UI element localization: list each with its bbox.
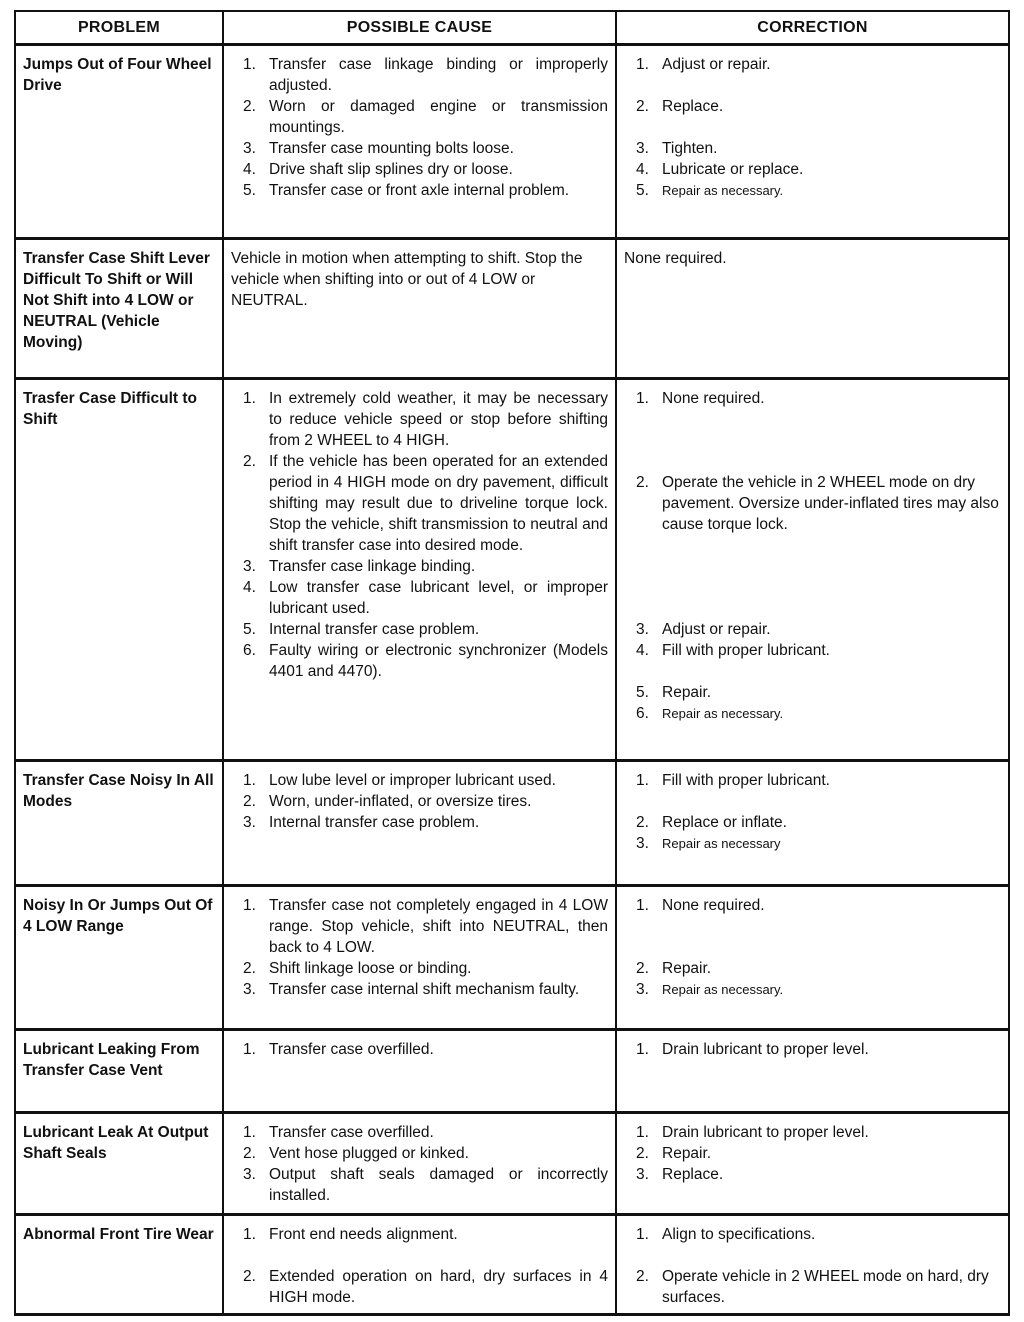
correction-item: 1. Drain lubricant to proper level.	[636, 1124, 869, 1141]
correction-cell	[616, 761, 1009, 886]
cause-cell	[223, 1215, 616, 1315]
problem-cell: Abnormal Front Tire Wear	[15, 1215, 223, 1315]
correction-list	[624, 54, 1001, 201]
table-row	[15, 886, 1009, 1030]
cause-item: 3. Transfer case linkage binding.	[243, 558, 476, 575]
cause-item: 2. Shift linkage loose or binding.	[243, 960, 472, 977]
correction-item: 1. Align to specifications.	[636, 1226, 816, 1243]
correction-item: 1. Drain lubricant to proper level.	[636, 1041, 869, 1058]
correction-item: 3. Adjust or repair.	[636, 621, 771, 638]
cause-item: 3. Transfer case internal shift mechanism faulty.	[243, 981, 580, 998]
cause-cell	[223, 761, 616, 886]
correction-list	[624, 770, 1001, 854]
cause-cell	[223, 379, 616, 761]
problem-cell: Transfer Case Shift Lever Difficult To Shift or Will Not Shift into 4 LOW or NEUTRAL (Vehicle Moving)	[15, 239, 223, 379]
cause-text: Vehicle in motion when attempting to shift. Stop the vehicle when shifting into or out of 4 LOW or NEUTRAL.	[231, 250, 583, 309]
table-row	[15, 761, 1009, 886]
cause-item: 2. Worn, under-inflated, or oversize tires.	[243, 793, 532, 810]
correction-item: 3. Replace.	[636, 1166, 724, 1183]
cause-item: 1. Transfer case overfilled.	[243, 1041, 434, 1058]
table-header	[15, 11, 1009, 45]
cause-list	[231, 1224, 608, 1308]
correction-item: 1. Adjust or repair.	[636, 56, 771, 73]
cause-list	[231, 1122, 608, 1206]
header-row	[15, 11, 1009, 45]
correction-item: 2. Operate the vehicle in 2 WHEEL mode on dry pavement. Oversize under-inflated tires may also cause torque lock.	[636, 474, 999, 533]
correction-item: 2. Operate vehicle in 2 WHEEL mode on hard, dry surfaces.	[636, 1268, 989, 1306]
correction-item: 6. Repair as necessary.	[636, 705, 784, 722]
cause-list	[231, 770, 608, 833]
correction-item: 2. Replace.	[636, 98, 724, 115]
cause-cell	[223, 1113, 616, 1215]
problem-cell: Lubricant Leak At Output Shaft Seals	[15, 1113, 223, 1215]
cause-item: 3. Output shaft seals damaged or incorrectly installed.	[243, 1166, 608, 1204]
cause-item: 4. Low transfer case lubricant level, or improper lubricant used.	[243, 579, 608, 617]
correction-cell	[616, 1030, 1009, 1113]
table-row	[15, 239, 1009, 379]
table-row	[15, 1030, 1009, 1113]
cause-list	[231, 1039, 608, 1060]
cause-item: 4. Drive shaft slip splines dry or loose.	[243, 161, 513, 178]
correction-item: 4. Lubricate or replace.	[636, 161, 804, 178]
problem-cell: Noisy In Or Jumps Out Of 4 LOW Range	[15, 886, 223, 1030]
correction-item: 1. None required.	[636, 897, 765, 914]
cause-item: 2. If the vehicle has been operated for an extended period in 4 HIGH mode on dry pavement, difficult shifting may result due to driveline torque lock. Stop the vehicle, shift transmission to neutral and shift transfer case into desired mode.	[243, 453, 608, 554]
correction-item: 5. Repair.	[636, 684, 712, 701]
correction-list	[624, 1039, 1001, 1060]
cause-item: 2. Worn or damaged engine or transmission mountings.	[243, 98, 608, 136]
cause-cell	[223, 1030, 616, 1113]
cause-item: 3. Transfer case mounting bolts loose.	[243, 140, 514, 157]
header-problem: PROBLEM	[15, 11, 223, 45]
correction-item: 3. Repair as necessary.	[636, 981, 784, 998]
cause-list	[231, 54, 608, 201]
table-row	[15, 1215, 1009, 1315]
correction-cell	[616, 379, 1009, 761]
cause-item: 1. Transfer case overfilled.	[243, 1124, 434, 1141]
cause-item: 5. Internal transfer case problem.	[243, 621, 480, 638]
correction-item: 3. Repair as necessary	[636, 835, 781, 852]
correction-list	[624, 895, 1001, 1000]
cause-cell	[223, 239, 616, 379]
cause-list	[231, 895, 608, 1000]
problem-cell: Trasfer Case Difficult to Shift	[15, 379, 223, 761]
correction-cell	[616, 45, 1009, 239]
correction-item: 2. Repair.	[636, 960, 712, 977]
table-body	[15, 45, 1009, 1315]
correction-cell	[616, 886, 1009, 1030]
troubleshooting-table	[14, 10, 1010, 1316]
correction-item: 5. Repair as necessary.	[636, 182, 784, 199]
cause-item: 3. Internal transfer case problem.	[243, 814, 480, 831]
problem-cell: Transfer Case Noisy In All Modes	[15, 761, 223, 886]
cause-item: 1. Transfer case linkage binding or improperly adjusted.	[243, 56, 608, 94]
cause-item: 2. Vent hose plugged or kinked.	[243, 1145, 469, 1162]
cause-item: 1. In extremely cold weather, it may be necessary to reduce vehicle speed or stop before shifting from 2 WHEEL to 4 HIGH.	[243, 390, 608, 449]
correction-item: 1. None required.	[636, 390, 765, 407]
table-row	[15, 1113, 1009, 1215]
troubleshooting-page	[14, 10, 1008, 1316]
cause-item: 5. Transfer case or front axle internal problem.	[243, 182, 570, 199]
table-row	[15, 379, 1009, 761]
cause-item: 1. Low lube level or improper lubricant used.	[243, 772, 556, 789]
correction-text: None required.	[624, 250, 727, 267]
header-correction: CORRECTION	[616, 11, 1009, 45]
correction-list	[624, 388, 1001, 724]
correction-cell	[616, 239, 1009, 379]
correction-item: 4. Fill with proper lubricant.	[636, 642, 830, 659]
correction-list	[624, 1224, 1001, 1308]
correction-list	[624, 1122, 1001, 1185]
cause-item: 6. Faulty wiring or electronic synchronizer (Models 4401 and 4470).	[243, 642, 608, 680]
cause-item: 1. Front end needs alignment.	[243, 1226, 458, 1243]
cause-item: 2. Extended operation on hard, dry surfaces in 4 HIGH mode.	[243, 1268, 608, 1306]
correction-item: 3. Tighten.	[636, 140, 718, 157]
cause-cell	[223, 45, 616, 239]
correction-item: 2. Replace or inflate.	[636, 814, 787, 831]
cause-cell	[223, 886, 616, 1030]
correction-item: 1. Fill with proper lubricant.	[636, 772, 830, 789]
correction-cell	[616, 1113, 1009, 1215]
header-possible-cause: POSSIBLE CAUSE	[223, 11, 616, 45]
problem-cell: Jumps Out of Four Wheel Drive	[15, 45, 223, 239]
table-row	[15, 45, 1009, 239]
cause-list	[231, 388, 608, 682]
correction-cell	[616, 1215, 1009, 1315]
cause-item: 1. Transfer case not completely engaged in 4 LOW range. Stop vehicle, shift into NEUTRAL, then back to 4 LOW.	[243, 897, 608, 956]
problem-cell: Lubricant Leaking From Transfer Case Vent	[15, 1030, 223, 1113]
correction-item: 2. Repair.	[636, 1145, 712, 1162]
